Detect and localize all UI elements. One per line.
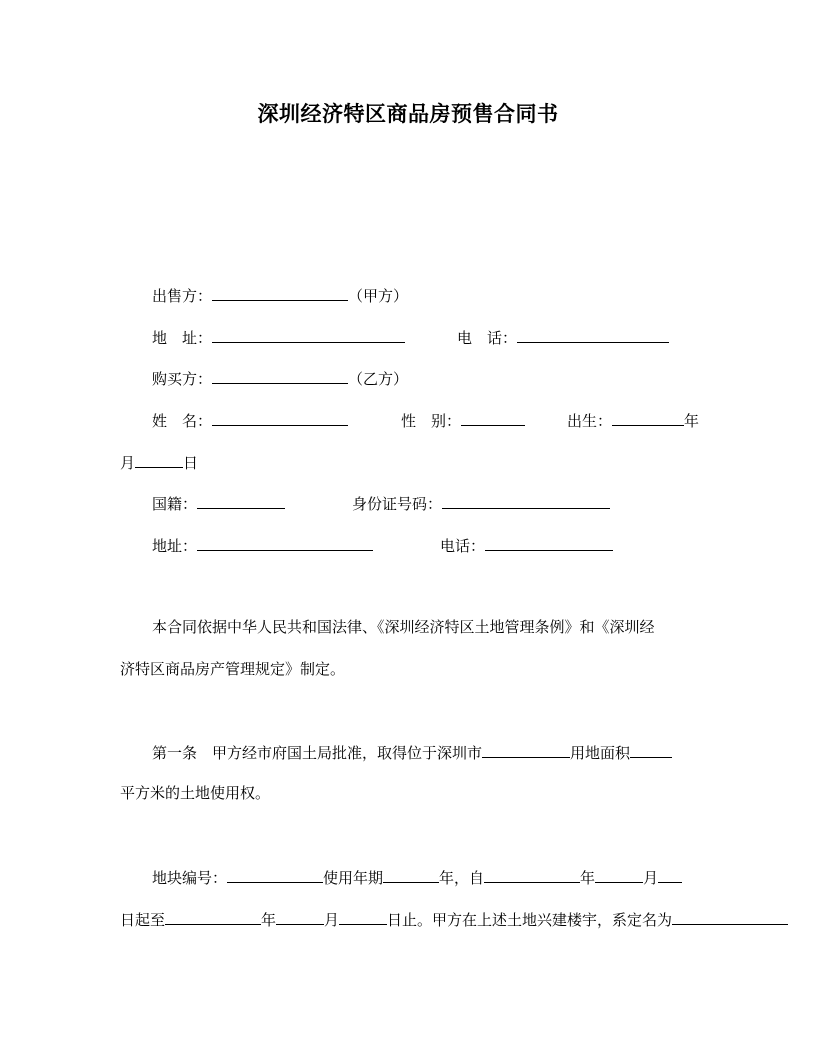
- start-month-char: 月: [643, 869, 659, 887]
- building-name-field[interactable]: [672, 908, 788, 925]
- id-number-label: 身份证号码：: [352, 495, 443, 513]
- seller-address-label: 地 址：: [152, 329, 213, 347]
- seller-row: [152, 284, 408, 304]
- buyer-row: [152, 367, 408, 387]
- buyer-birth-year-field[interactable]: [612, 409, 684, 426]
- nationality-field[interactable]: [197, 492, 285, 509]
- buyer-address-label: 地址：: [152, 537, 198, 555]
- end-month-char: 月: [324, 911, 340, 929]
- article1-area-label: 用地面积: [570, 744, 631, 762]
- plot-number-field[interactable]: [227, 866, 323, 883]
- buyer-gender-row: [401, 409, 525, 429]
- birth-year-char: 年: [684, 412, 700, 430]
- use-term-field[interactable]: [383, 866, 439, 883]
- article1-prefix: 第一条 甲方经市府国土局批准，取得位于深圳市: [152, 744, 483, 762]
- buyer-name-label: 姓 名：: [152, 412, 213, 430]
- seller-address-field[interactable]: [212, 326, 405, 343]
- buyer-phone-row: [440, 534, 613, 554]
- end-year-char: 年: [261, 911, 277, 929]
- basis-paragraph-line1: 本合同依据中华人民共和国法律、《深圳经济特区土地管理条例》和《深圳经: [152, 618, 655, 636]
- buyer-birth-row-cont: [120, 451, 198, 471]
- plot-line2: [120, 908, 788, 928]
- end-month-field[interactable]: [276, 908, 324, 925]
- end-year-field[interactable]: [165, 908, 261, 925]
- buyer-name-row: [152, 409, 348, 429]
- start-day-field[interactable]: [658, 866, 682, 883]
- end-day-field[interactable]: [339, 908, 387, 925]
- buyer-birth-month-field[interactable]: [135, 451, 183, 468]
- seller-phone-field[interactable]: [517, 326, 669, 343]
- plot-number-label: 地块编号：: [152, 869, 228, 887]
- buyer-id-row: [352, 492, 610, 512]
- article1-line2: 平方米的土地使用权。: [120, 784, 271, 802]
- buyer-nationality-row: [152, 492, 285, 512]
- party-b-label: （乙方）: [348, 370, 409, 388]
- basis-paragraph-line2: 济特区商品房产管理规定》制定。: [120, 660, 346, 678]
- seller-label: 出售方：: [152, 287, 213, 305]
- start-year-char: 年: [580, 869, 596, 887]
- buyer-label: 购买方：: [152, 370, 213, 388]
- id-number-field[interactable]: [442, 492, 610, 509]
- document-title: 深圳经济特区商品房预售合同书: [257, 101, 559, 126]
- seller-name-field[interactable]: [212, 284, 348, 301]
- article1-line1: [152, 741, 672, 761]
- land-area-field[interactable]: [630, 741, 672, 758]
- seller-phone-label: 电 话：: [457, 329, 518, 347]
- buyer-phone-field[interactable]: [485, 534, 613, 551]
- buyer-birth-row: [567, 409, 699, 429]
- buyer-fullname-field[interactable]: [212, 409, 348, 426]
- seller-phone-row: [457, 326, 669, 346]
- plot-line1: [152, 866, 682, 886]
- use-term-label: 使用年期: [323, 869, 384, 887]
- buyer-gender-field[interactable]: [461, 409, 525, 426]
- land-location-field[interactable]: [482, 741, 570, 758]
- day-to-label: 日起至: [120, 911, 166, 929]
- party-a-label: （甲方）: [348, 287, 409, 305]
- nationality-label: 国籍：: [152, 495, 198, 513]
- buyer-address-row: [152, 534, 373, 554]
- use-term-year-from: 年，自: [439, 869, 485, 887]
- end-text: 日止。甲方在上述土地兴建楼宇，系定名为: [387, 911, 673, 929]
- buyer-birth-label: 出生：: [567, 412, 613, 430]
- birth-month-char: 月: [120, 454, 136, 472]
- birth-day-char: 日: [183, 454, 199, 472]
- buyer-phone-label: 电话：: [440, 537, 486, 555]
- buyer-address-field[interactable]: [197, 534, 373, 551]
- start-year-field[interactable]: [484, 866, 580, 883]
- start-month-field[interactable]: [595, 866, 643, 883]
- seller-address-row: [152, 326, 405, 346]
- buyer-gender-label: 性 别：: [401, 412, 462, 430]
- buyer-name-field[interactable]: [212, 367, 348, 384]
